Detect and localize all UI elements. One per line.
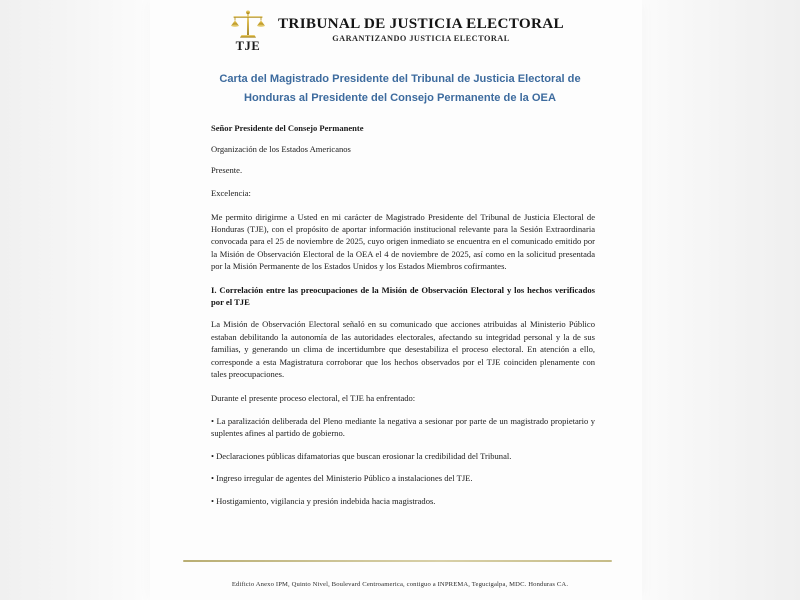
page-title-line-1: Carta del Magistrado Presidente del Tribunal de Justicia Electoral de — [219, 73, 581, 85]
emblem-initials: TJE — [235, 38, 261, 53]
section-paragraph: La Misión de Observación Electoral señaló en su comunicado que acciones atribuidas al Ministerio Público estaban debilitando la autonomía de las autoridades electorales, afectando su integridad personal y la de sus familias, y generando un clima de incertidumbre que desestabiliza el proceso electoral. En atención a ello, corresponde a esta Magistratura corroborar que los hechos observados por el TJE coinciden plenamente con tales preocupaciones. — [211, 319, 595, 380]
list-intro: Durante el presente proceso electoral, el TJE ha enfrentado: — [211, 392, 416, 403]
list-item: • Declaraciones públicas difamatorias que buscan erosionar la credibilidad del Tribunal. — [211, 450, 512, 461]
institution-logo-block — [228, 8, 564, 52]
delivery-line: Presente. — [211, 164, 243, 175]
page-title-line-2: Honduras al Presidente del Consejo Permanente de la OEA — [244, 92, 556, 104]
institution-tagline: GARANTIZANDO JUSTICIA ELECTORAL — [332, 34, 510, 44]
intro-paragraph: Me permito dirigirme a Usted en mi carácter de Magistrado Presidente del Tribunal de Justicia Electoral de Honduras (TJE), con el propósito de aportar información institucional relevante para la Sesión Extraordinaria convocada para el 25 de noviembre de 2025, cuyo origen inmediato se encuentra en el comunicado emitido por la Misión de Observación Electoral de la OEA el 4 de noviembre de 2025, así como en la solicitud presentada por la Misión Permanente de los Estados Unidos y los Estados Miembros cofirmantes. — [211, 211, 595, 272]
salutation-line: Excelencia: — [211, 188, 251, 199]
list-item: • La paralización deliberada del Pleno mediante la negativa a sesionar por parte de un magistrado propietario y suplentes afines al partido de gobierno. — [211, 415, 595, 439]
letter-body — [211, 122, 595, 517]
letterhead-text — [278, 16, 564, 45]
page-title — [196, 70, 604, 108]
institution-name: TRIBUNAL DE JUSTICIA ELECTORAL — [278, 14, 564, 32]
scales-of-justice-icon — [228, 8, 268, 52]
section-heading: I. Correlación entre las preocupaciones de la Misión de Observación Electoral y los hechos verificados por el TJE — [211, 284, 595, 308]
list-item: • Ingreso irregular de agentes del Ministerio Público a instalaciones del TJE. — [211, 473, 473, 484]
letterhead — [150, 4, 642, 56]
list-item: • Hostigamiento, vigilancia y presión indebida hacia magistrados. — [211, 495, 436, 506]
organization-line: Organización de los Estados Americanos — [211, 143, 351, 154]
addressee-line: Señor Presidente del Consejo Permanente — [211, 123, 364, 133]
footer-address: Edificio Anexo IPM, Quinto Nivel, Boulevard Centroamerica, contiguo a INPREMA, Tegucigalpa, MDC. Honduras CA. — [231, 581, 569, 588]
